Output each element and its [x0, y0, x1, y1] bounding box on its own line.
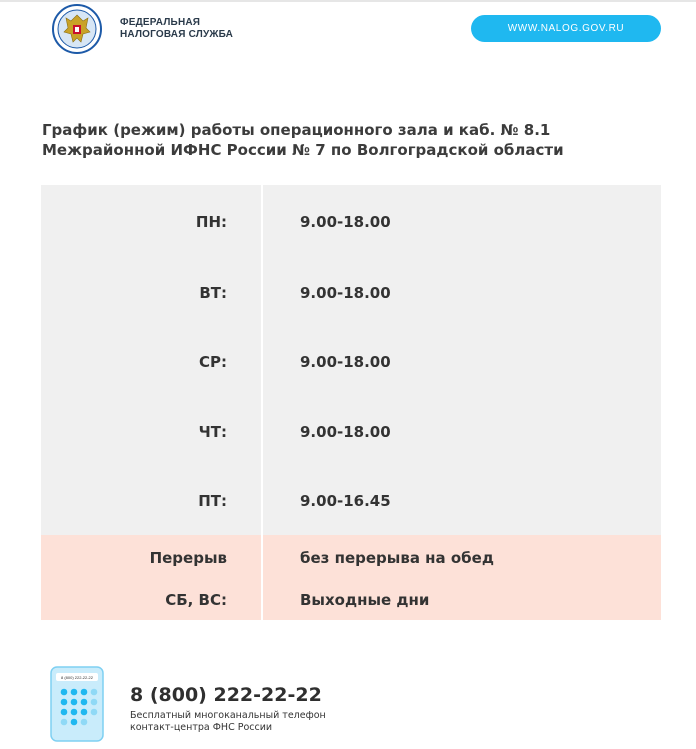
hotline-description-line1: Бесплатный многоканальный телефон — [130, 710, 326, 721]
site-link-button[interactable]: WWW.NALOG.GOV.RU — [471, 15, 661, 42]
break-row — [41, 543, 661, 573]
schedule-row — [41, 278, 661, 308]
breaks-table — [41, 535, 661, 620]
schedule-table — [41, 185, 661, 535]
hotline-description-line2: контакт-центра ФНС России — [130, 722, 273, 733]
hours-value: 9.00-18.00 — [300, 423, 391, 441]
org-name-line1: ФЕДЕРАЛЬНАЯ — [120, 17, 201, 28]
org-name — [120, 17, 233, 41]
day-label: ВТ: — [199, 284, 227, 302]
break-value: без перерыва на обед — [300, 549, 494, 567]
hotline-number[interactable]: 8 (800) 222-22-22 — [130, 684, 322, 706]
phone-screen-text: 8 (800) 222-22-22 — [60, 675, 94, 680]
hours-value: 9.00-16.45 — [300, 492, 391, 510]
org-name-line2: НАЛОГОВАЯ СЛУЖБА — [120, 29, 234, 40]
hours-value: 9.00-18.00 — [300, 213, 391, 231]
schedule-row — [41, 347, 661, 377]
fns-emblem-icon — [48, 4, 106, 54]
hours-value: 9.00-18.00 — [300, 353, 391, 371]
schedule-row — [41, 486, 661, 516]
break-label: Перерыв — [149, 549, 227, 567]
day-label: СР: — [198, 353, 227, 371]
phone-keypad-icon — [50, 666, 104, 742]
page-title: График (режим) работы операционного зала и каб. № 8.1 Межрайонной ИФНС России № 7 по Волгоградской области — [42, 121, 564, 159]
day-label: ЧТ: — [198, 423, 227, 441]
day-label: ПН: — [195, 213, 227, 231]
weekend-row — [41, 585, 661, 615]
day-label: ПТ: — [198, 492, 227, 510]
weekend-label: СБ, ВС: — [165, 591, 227, 609]
schedule-row — [41, 207, 661, 237]
weekend-value: Выходные дни — [300, 591, 430, 609]
hotline-description — [130, 710, 326, 734]
hours-value: 9.00-18.00 — [300, 284, 391, 302]
schedule-row — [41, 417, 661, 447]
top-border — [0, 0, 696, 2]
